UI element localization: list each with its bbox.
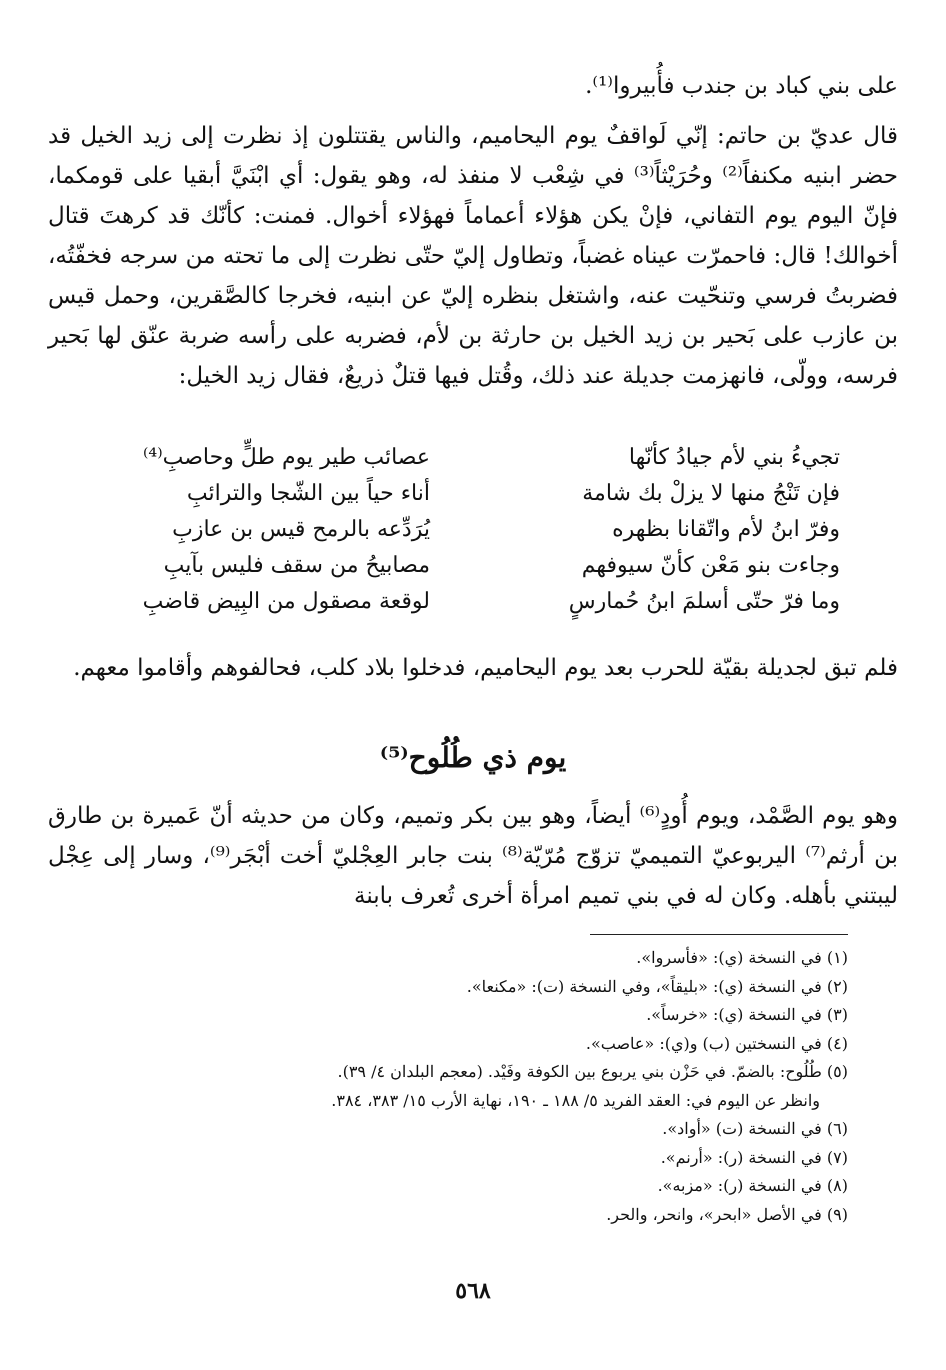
verse-second-hemistich: عصائب طير يوم طلٍّ وحاصبِ⁽⁴⁾ [142,445,430,470]
verse-second-hemistich: مصابيحُ من سقف فليس بآيبِ [163,553,430,578]
verse-line [100,476,840,512]
verse-line [100,548,840,584]
footnote: (٩) في الأصل «ابحر»، وانحر، والحر. [606,1204,848,1224]
narrative-paragraph: قال عديّ بن حاتم: إنّي لَواقفٌ يوم اليحاميم، والناس يقتتلون إذ نظرت إلى زيد الخيل قد حضر ابنيه مكنفاً⁽²⁾ وحُرَيْثاً⁽³⁾ في شِعْب لا منفذ له، وهو يقول: أي ابْنَيَّ أبقيا على قومكما، فإنّ اليوم يوم التفاني، فإنْ يكن هؤلاء أعماماً فهؤلاء أخوال. فمنت: كأنّك قد كرهتَ قتال أخوالك! قال: فاحمرّت عيناه غضباً، وتطاول إليّ حتّى نظرت إلى ما تحته من سرجه فخفّتُه، فضربتُ فرسي وتنحّيت عنه، واشتغل بنظره إليّ عن ابنيه، فخرجا كالصَّقرين، وحمل قيس بن عازب على بَحير بن زيد الخيل بن حارثة بن لأم، فضربه على رأسه ضربة عنّق لها بَحير فرسه، وولّى، فانهزمت جديلة عند ذلك، وقُتل فيها قتلٌ ذريعٌ، فقال زيد الخيل: [48,123,898,389]
footnote-divider [590,934,848,935]
footnote: (٢) في النسخة (ي): «بليقاً»، وفي النسخة (ت): «مكنعا». [466,976,848,996]
footnote: (٧) في النسخة (ر): «أرنم». [660,1147,848,1167]
footnote: (١) في النسخة (ي): «فأسروا». [636,948,848,967]
verse-first-hemistich: وما فرّ حتّى أسلمَ ابنُ حُمارسٍ [568,589,840,614]
verse-first-hemistich: تجيءُ بني لأم جيادُ كأنّها [628,445,840,470]
verse-first-hemistich: وجاءت بنو مَعْن كأنّ سيوفهم [581,553,840,578]
poem [100,440,840,620]
opening-line: على بني كباد بن جندب فأُبيروا⁽¹⁾. [585,73,898,99]
verse-first-hemistich: وفرّ ابنُ لأم واتّقانا بظهره [612,517,840,542]
footnote: (٥) طُلُوح: بالضمّ. في حَزْن بني يربوع بين الكوفة وفَيْد. (معجم البلدان ٤/ ٣٩). [337,1062,848,1081]
verse-first-hemistich: فإن تَنْجُ منها لا يزلْ بك شامة [582,481,840,506]
footnotes [60,944,848,1229]
page-number: ٥٦٨ [455,1278,491,1304]
verse-second-hemistich: أناء حياً بين الشّجا والترائبِ [186,481,430,506]
footnote: (٨) في النسخة (ر): «مزبه». [657,1176,848,1195]
footnote: وانظر عن اليوم في: العقد الفريد ٥/ ١٨٨ ـ ١٩٠، نهاية الأرب ١٥/ ٣٨٣، ٣٨٤. [331,1090,820,1110]
verse-line [100,584,840,620]
verse-second-hemistich: يُرَدِّعه بالرمح قيس بن عازبِ [172,517,430,542]
verse-second-hemistich: لوقعة مصقول من البِيض قاضبِ [142,589,430,614]
aftermath-paragraph: فلم تبق لجديلة بقيّة للحرب بعد يوم اليحاميم، فدخلوا بلاد كلب، فحالفوهم وأقاموا معهم. [73,655,898,681]
footnote: (٤) في النسختين (ب) و(ي): «عاصب». [585,1033,848,1053]
verse-line [100,440,840,476]
section-title: يوم ذي طُلُوح⁽⁵⁾ [379,741,567,774]
footnote: (٦) في النسخة (ت) «أواد». [662,1119,848,1138]
section-paragraph: وهو يوم الصَّمْد، ويوم أُودٍ⁽⁶⁾ أيضاً، وهو بين بكر وتميم، وكان من حديثه أنّ عَميرة بن طارق بن أرثم⁽⁷⁾ اليربوعيّ التميميّ تزوّج مُرّيّة⁽⁸⁾ بنت جابر العِجْليّ أخت أبْجَر⁽⁹⁾، وسار إلى عِجْل ليبتني بأهله. وكان له في بني تميم امرأة أخرى تُعرف بابنة [48,803,898,909]
footnote: (٣) في النسخة (ي): «خرساً». [646,1005,848,1024]
verse-line [100,512,840,548]
